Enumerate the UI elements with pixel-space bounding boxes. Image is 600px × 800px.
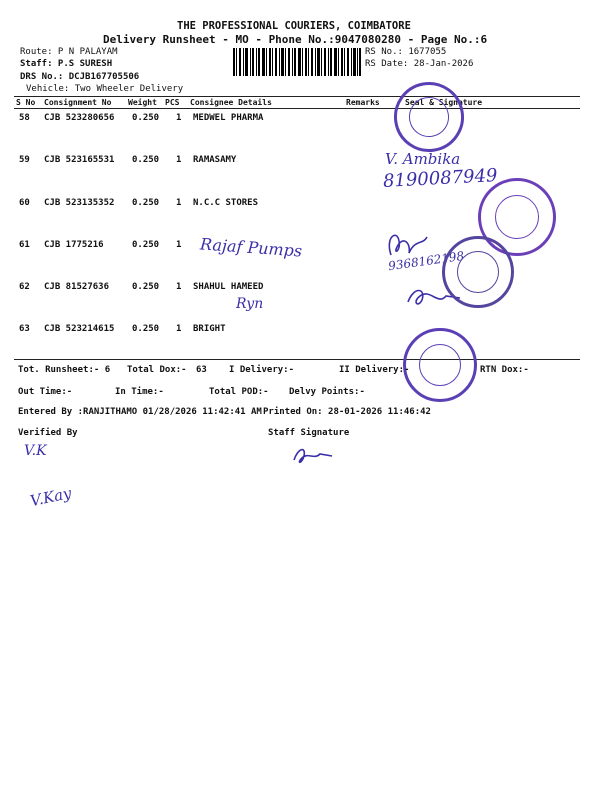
row-weight: 0.250 bbox=[132, 155, 160, 165]
out-time: Out Time:- bbox=[18, 387, 73, 397]
row-consignee: BRIGHT bbox=[193, 324, 226, 334]
row-pcs: 1 bbox=[176, 198, 182, 208]
delvy-points: Delvy Points:- bbox=[289, 387, 365, 397]
row-sno: 58 bbox=[19, 113, 30, 123]
row-consignee: N.C.C STORES bbox=[193, 198, 259, 208]
handwritten-phone-2: 9368162198 bbox=[387, 248, 465, 274]
verified-initials: V.K bbox=[24, 443, 47, 459]
row-pcs: 1 bbox=[176, 240, 182, 250]
row-sno: 63 bbox=[19, 324, 30, 334]
in-time: In Time:- bbox=[115, 387, 164, 397]
row-consignment: CJB 1775216 bbox=[44, 240, 104, 250]
col-consignee: Consignee Details bbox=[190, 98, 272, 107]
row-pcs: 1 bbox=[176, 282, 182, 292]
staff: Staff: P.S SURESH bbox=[20, 59, 113, 69]
row-sno: 61 bbox=[19, 240, 30, 250]
row-consignment: CJB 523165531 bbox=[44, 155, 115, 165]
drs-number: DRS No.: DCJB167705506 bbox=[20, 72, 140, 82]
table-header-rule bbox=[14, 108, 580, 109]
rtn-dox: RTN Dox:- bbox=[480, 365, 529, 375]
table-top-rule bbox=[14, 96, 580, 97]
col-seal: Seal & Signature bbox=[405, 98, 483, 107]
row-consignment: CJB 523214615 bbox=[44, 324, 115, 334]
col-consignment: Consignment No bbox=[44, 98, 112, 107]
total-dox-value: 63 bbox=[196, 365, 207, 375]
i-delivery: I Delivery:- bbox=[229, 365, 295, 375]
printed-on: Printed On: 28-01-2026 11:46:42 bbox=[263, 407, 431, 417]
row-pcs: 1 bbox=[176, 155, 182, 165]
total-runsheet: Tot. Runsheet:- 6 bbox=[18, 365, 111, 375]
row-consignment: CJB 523135352 bbox=[44, 198, 115, 208]
vehicle: Vehicle: Two Wheeler Delivery bbox=[26, 84, 184, 94]
handwritten-consignee: Rajaf Pumps bbox=[199, 234, 303, 261]
runsheet-subtitle: Delivery Runsheet - MO - Phone No.:9047080280 - Page No.:6 bbox=[103, 33, 488, 46]
total-dox-label: Total Dox:- bbox=[127, 365, 187, 375]
row-weight: 0.250 bbox=[132, 198, 160, 208]
barcode-graphic bbox=[233, 48, 361, 76]
row-consignment: CJB 523280656 bbox=[44, 113, 115, 123]
handwritten-note: Ryn bbox=[236, 296, 264, 312]
col-pcs: PCS bbox=[165, 98, 180, 107]
barcode bbox=[233, 48, 361, 76]
row-consignee: RAMASAMY bbox=[193, 155, 237, 165]
row-consignment: CJB 81527636 bbox=[44, 282, 110, 292]
row-sno: 59 bbox=[19, 155, 30, 165]
company-title: THE PROFESSIONAL COURIERS, COIMBATORE bbox=[177, 20, 411, 32]
row-consignee: SHAHUL HAMEED bbox=[193, 282, 264, 292]
col-remarks: Remarks bbox=[346, 98, 380, 107]
rs-date: RS Date: 28-Jan-2026 bbox=[365, 59, 474, 69]
staff-signature-mark bbox=[288, 442, 338, 468]
verified-by-label: Verified By bbox=[18, 428, 78, 438]
row-pcs: 1 bbox=[176, 113, 182, 123]
handwritten-receiver-name: V. Ambika bbox=[385, 150, 461, 168]
row-pcs: 1 bbox=[176, 324, 182, 334]
staff-signature-label: Staff Signature bbox=[268, 428, 350, 438]
row-consignee: MEDWEL PHARMA bbox=[193, 113, 264, 123]
rs-number: RS No.: 1677055 bbox=[365, 47, 447, 57]
row-weight: 0.250 bbox=[132, 282, 160, 292]
row-weight: 0.250 bbox=[132, 324, 160, 334]
handwritten-phone: 8190087949 bbox=[382, 165, 499, 192]
verified-signature: V.Kay bbox=[28, 483, 74, 511]
col-sno: S No bbox=[16, 98, 36, 107]
signature-row61 bbox=[383, 225, 433, 265]
entered-by: Entered By :RANJITHAMO 01/28/2026 11:42:41 AM bbox=[18, 407, 262, 417]
row-weight: 0.250 bbox=[132, 113, 160, 123]
col-weight: Weight bbox=[128, 98, 157, 107]
ii-delivery: II Delivery:- bbox=[339, 365, 410, 375]
seal-stamp-4 bbox=[403, 328, 477, 402]
row-weight: 0.250 bbox=[132, 240, 160, 250]
seal-stamp-1 bbox=[388, 76, 469, 157]
total-pod: Total POD:- bbox=[209, 387, 269, 397]
seal-stamp-3 bbox=[442, 236, 514, 308]
route: Route: P N PALAYAM bbox=[20, 47, 118, 57]
table-bottom-rule bbox=[14, 359, 580, 360]
row-sno: 60 bbox=[19, 198, 30, 208]
row-sno: 62 bbox=[19, 282, 30, 292]
